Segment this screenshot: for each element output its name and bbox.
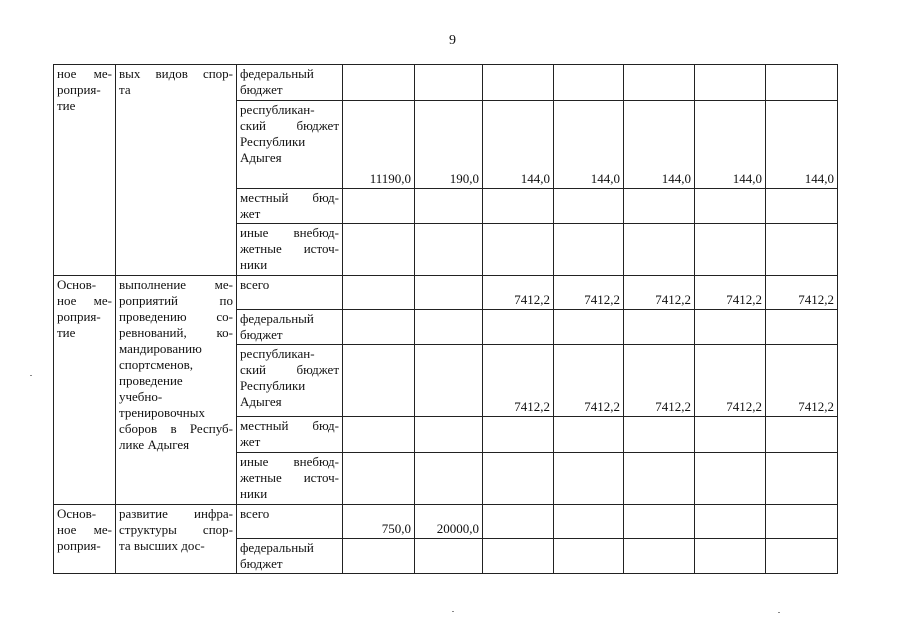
funding-source-line: всего — [240, 506, 270, 521]
funding-source-line: Адыгея — [240, 394, 282, 409]
funding-source-line: Республики — [240, 378, 306, 393]
funding-source-line: всего — [240, 277, 270, 292]
amount-cell — [554, 539, 624, 574]
amount-cell — [415, 539, 483, 574]
amount-cell — [624, 310, 695, 345]
measure-type-line: роприя- — [57, 82, 101, 97]
amount-cell — [483, 65, 554, 101]
funding-source-line: ский бюджет — [240, 118, 339, 133]
measure-description-line: ревнований, ко- — [119, 325, 233, 340]
amount-cell — [766, 189, 838, 224]
amount-cell — [343, 189, 415, 224]
amount-cell — [766, 505, 838, 539]
amount-cell: 190,0 — [415, 101, 483, 189]
measure-description-line: спортсменов, — [119, 357, 194, 372]
amount-cell — [343, 345, 415, 417]
amount-cell: 7412,2 — [483, 276, 554, 310]
amount-cell — [624, 539, 695, 574]
amount-cell — [695, 453, 766, 505]
measure-description-line: та высших дос- — [119, 538, 205, 553]
table-row — [54, 65, 838, 101]
funding-source-line: республикан- — [240, 102, 315, 117]
measure-type-cell — [54, 65, 116, 276]
amount-cell — [483, 505, 554, 539]
amount-cell: 144,0 — [554, 101, 624, 189]
amount-cell — [343, 65, 415, 101]
measure-description-line: структуры спор- — [119, 522, 233, 537]
amount-cell — [766, 65, 838, 101]
amount-cell — [343, 539, 415, 574]
amount-cell — [483, 539, 554, 574]
amount-cell: 144,0 — [695, 101, 766, 189]
amount-cell — [343, 417, 415, 453]
funding-source-line: ники — [240, 486, 268, 501]
amount-cell: 7412,2 — [554, 345, 624, 417]
funding-source-cell — [237, 505, 343, 539]
measure-description-line: выполнение ме- — [119, 277, 233, 292]
amount-cell — [624, 189, 695, 224]
funding-source-line: местный бюд- — [240, 418, 339, 433]
budget-table — [53, 64, 838, 574]
funding-source-line: ники — [240, 257, 268, 272]
funding-source-line: бюджет — [240, 556, 283, 571]
funding-source-line: жет — [240, 434, 261, 449]
amount-cell: 7412,2 — [624, 345, 695, 417]
amount-cell: 7412,2 — [624, 276, 695, 310]
measure-description-line: проведение — [119, 373, 183, 388]
measure-description-line: лике Адыгея — [119, 437, 190, 452]
measure-type-line: тие — [57, 98, 76, 113]
funding-source-line: бюджет — [240, 327, 283, 342]
amount-cell: 7412,2 — [695, 345, 766, 417]
funding-source-line: республикан- — [240, 346, 315, 361]
measure-description-line: учебно- — [119, 389, 163, 404]
funding-source-line: Адыгея — [240, 150, 282, 165]
measure-type-line: ное ме- — [57, 293, 112, 308]
funding-source-cell — [237, 101, 343, 189]
amount-cell: 7412,2 — [766, 276, 838, 310]
amount-cell — [554, 65, 624, 101]
funding-source-cell — [237, 345, 343, 417]
amount-cell — [554, 189, 624, 224]
measure-type-line: Основ- — [57, 506, 97, 521]
amount-cell — [624, 453, 695, 505]
funding-source-cell — [237, 65, 343, 101]
measure-type-cell — [54, 505, 116, 574]
amount-cell — [415, 417, 483, 453]
amount-cell — [483, 189, 554, 224]
amount-cell — [695, 417, 766, 453]
amount-cell — [695, 310, 766, 345]
table-row — [54, 276, 838, 310]
amount-cell — [483, 224, 554, 276]
amount-cell — [624, 505, 695, 539]
amount-cell — [415, 65, 483, 101]
measure-description-line: роприятий по — [119, 293, 233, 308]
amount-cell: 750,0 — [343, 505, 415, 539]
amount-cell — [343, 453, 415, 505]
amount-cell — [766, 310, 838, 345]
amount-cell — [415, 189, 483, 224]
funding-source-line: ский бюджет — [240, 362, 339, 377]
measure-description-cell — [116, 505, 237, 574]
amount-cell — [415, 453, 483, 505]
scan-speck — [778, 612, 780, 613]
amount-cell — [343, 224, 415, 276]
funding-source-line: жет — [240, 206, 261, 221]
funding-source-cell — [237, 276, 343, 310]
measure-type-line: роприя- — [57, 538, 101, 553]
amount-cell: 144,0 — [766, 101, 838, 189]
funding-source-line: иные внебюд- — [240, 225, 339, 240]
amount-cell — [483, 417, 554, 453]
funding-source-line: федеральный — [240, 66, 314, 81]
amount-cell — [554, 224, 624, 276]
funding-source-cell — [237, 189, 343, 224]
measure-type-line: Основ- — [57, 277, 97, 292]
funding-source-line: бюджет — [240, 82, 283, 97]
amount-cell — [695, 65, 766, 101]
funding-source-cell — [237, 539, 343, 574]
amount-cell: 7412,2 — [766, 345, 838, 417]
measure-description-line: та — [119, 82, 131, 97]
amount-cell — [554, 505, 624, 539]
amount-cell: 144,0 — [624, 101, 695, 189]
measure-type-line: тие — [57, 325, 76, 340]
table-row — [54, 505, 838, 539]
amount-cell: 20000,0 — [415, 505, 483, 539]
funding-source-cell — [237, 453, 343, 505]
measure-description-line: тренировочных — [119, 405, 205, 420]
measure-type-line: роприя- — [57, 309, 101, 324]
funding-source-line: Республики — [240, 134, 306, 149]
amount-cell — [695, 189, 766, 224]
amount-cell — [554, 453, 624, 505]
measure-type-line: ное ме- — [57, 522, 112, 537]
amount-cell: 11190,0 — [343, 101, 415, 189]
measure-type-cell — [54, 276, 116, 505]
scan-speck — [452, 611, 454, 612]
scan-speck — [30, 375, 32, 376]
amount-cell — [415, 224, 483, 276]
amount-cell — [415, 310, 483, 345]
amount-cell — [483, 310, 554, 345]
amount-cell — [343, 276, 415, 310]
funding-source-cell — [237, 417, 343, 453]
amount-cell — [483, 453, 554, 505]
funding-source-line: иные внебюд- — [240, 454, 339, 469]
amount-cell — [766, 539, 838, 574]
amount-cell: 7412,2 — [695, 276, 766, 310]
measure-description-line: вых видов спор- — [119, 66, 233, 81]
measure-description-line: мандированию — [119, 341, 202, 356]
amount-cell — [343, 310, 415, 345]
funding-source-line: жетные источ- — [240, 241, 339, 256]
amount-cell — [695, 539, 766, 574]
amount-cell: 7412,2 — [483, 345, 554, 417]
funding-source-cell — [237, 224, 343, 276]
funding-source-line: федеральный — [240, 540, 314, 555]
funding-source-cell — [237, 310, 343, 345]
amount-cell — [624, 417, 695, 453]
amount-cell — [554, 310, 624, 345]
funding-source-line: жетные источ- — [240, 470, 339, 485]
amount-cell — [766, 224, 838, 276]
amount-cell — [766, 453, 838, 505]
amount-cell — [624, 224, 695, 276]
funding-source-line: федеральный — [240, 311, 314, 326]
measure-description-cell — [116, 276, 237, 505]
measure-description-line: проведению со- — [119, 309, 233, 324]
amount-cell: 144,0 — [483, 101, 554, 189]
funding-source-line: местный бюд- — [240, 190, 339, 205]
measure-description-line: сборов в Респуб- — [119, 421, 233, 436]
table-body — [54, 65, 838, 574]
measure-description-cell — [116, 65, 237, 276]
amount-cell — [554, 417, 624, 453]
amount-cell — [695, 224, 766, 276]
amount-cell — [415, 345, 483, 417]
amount-cell — [695, 505, 766, 539]
measure-type-line: ное ме- — [57, 66, 112, 81]
amount-cell — [624, 65, 695, 101]
amount-cell — [415, 276, 483, 310]
amount-cell: 7412,2 — [554, 276, 624, 310]
page-number: 9 — [449, 33, 456, 48]
measure-description-line: развитие инфра- — [119, 506, 233, 521]
amount-cell — [766, 417, 838, 453]
